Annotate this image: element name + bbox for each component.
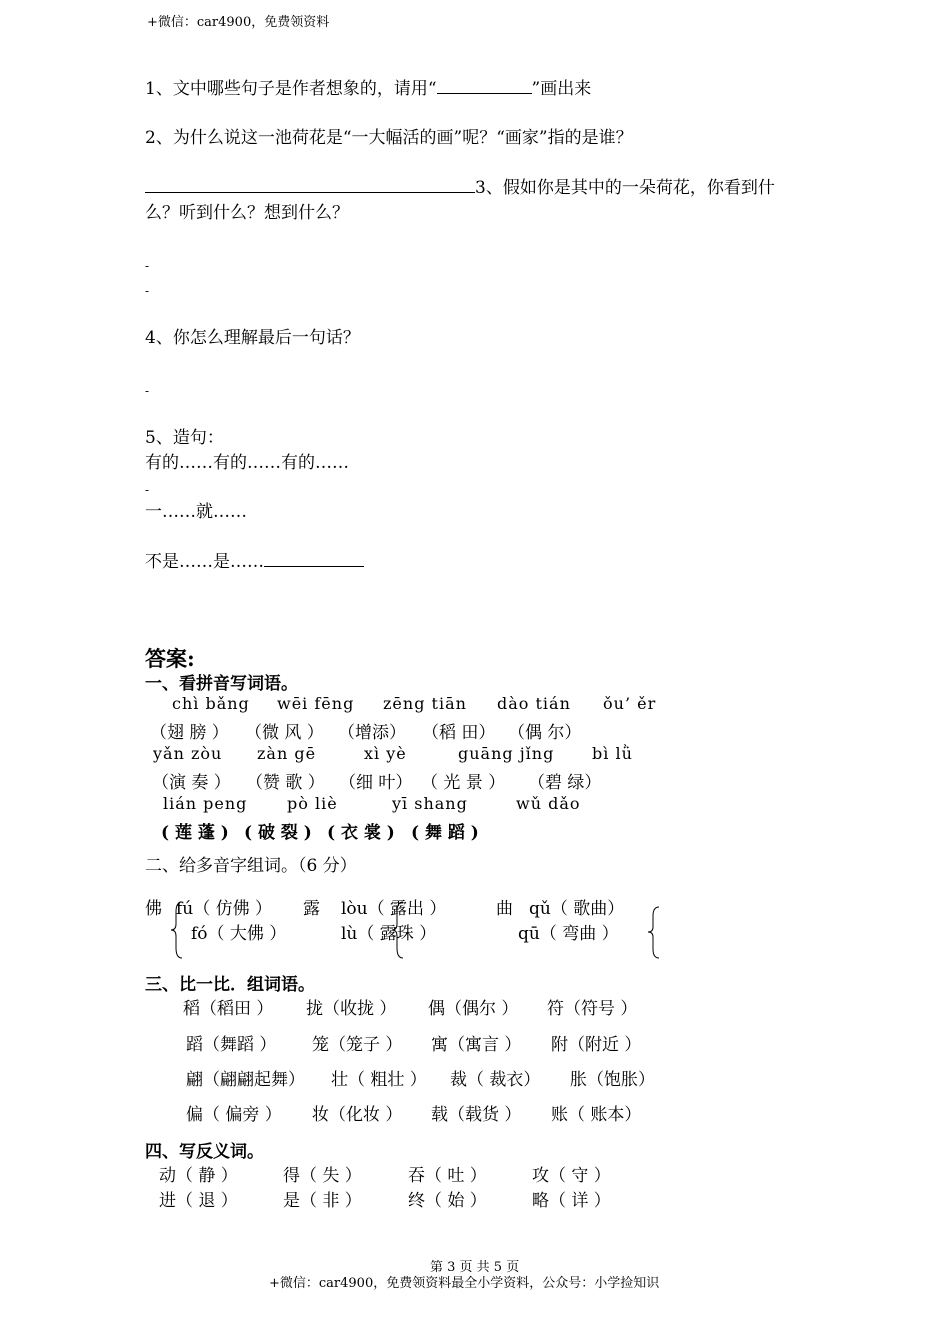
compare-item: 胀（饱胀） (570, 1070, 655, 1090)
word-item: （ 光 景 ） (421, 773, 506, 793)
section-4-title: 四、写反义词。 (145, 1142, 264, 1162)
left-brace-icon (391, 900, 405, 960)
compare-item: 笼（笼子 ） (312, 1035, 403, 1055)
question-4: 4、你怎么理解最后一句话？ (145, 328, 360, 348)
pinyin-item: wēi fēng (277, 694, 355, 713)
compare-item: 妆（化妆 ） (312, 1105, 403, 1125)
compare-item: 载（载货 ） (431, 1105, 522, 1125)
word-item: ( 破 裂 ) (244, 823, 312, 843)
polyphone-reading: fó（ 大佛 ） (191, 924, 287, 944)
word-item: （细 叶） (339, 773, 413, 793)
section-3-title: 三、比一比．组词语。 (145, 975, 315, 995)
sentence-1: 有的……有的……有的…… (145, 453, 349, 473)
question-3-line2: 么？听到什么？想到什么？ (145, 203, 349, 223)
antonym-item: 吞（ 吐 ） (408, 1166, 487, 1186)
polyphone-char: 曲 (496, 899, 513, 919)
pinyin-item: dào tián (497, 694, 571, 713)
page-number: 第 3 页 共 5 页 (430, 1260, 520, 1275)
compare-item: 账（ 账本） (551, 1105, 642, 1125)
polyphone-reading: lòu（ 露出 ） (341, 899, 447, 919)
compare-item: 偶（偶尔 ） (428, 999, 519, 1019)
antonym-item: 动（ 静 ） (159, 1166, 238, 1186)
section-2-title: 二、给多音字组词。（6 分） (145, 856, 357, 876)
sentence-2: 一……就…… (145, 502, 247, 522)
pinyin-item: chì bǎng (172, 694, 250, 713)
word-item: ( 衣 裳 ) (327, 823, 395, 843)
question-5: 5、造句： (145, 428, 224, 448)
polyphone-reading: fú（ 仿佛 ） (176, 899, 273, 919)
question-2: 2、为什么说这一池荷花是“一大幅活的画”呢？“画家”指的是谁？ (145, 128, 633, 148)
antonym-item: 进（ 退 ） (159, 1191, 238, 1211)
word-item: （赞 歌 ） (246, 773, 325, 793)
dash-mark: - (145, 284, 150, 298)
word-item: （碧 绿） (528, 773, 602, 793)
pinyin-item: wǔ dǎo (516, 794, 581, 813)
pinyin-item: yǎn zòu (153, 744, 223, 763)
sentence-3-text: 不是……是…… (145, 552, 264, 572)
left-brace-icon (170, 900, 184, 960)
pinyin-item: guāng jǐng (458, 744, 555, 763)
answer-blank-line (145, 191, 475, 193)
q3-text: 3、假如你是其中的一朵荷花，你看到什 (475, 178, 775, 198)
header-note: +微信：car4900，免费领资料 (147, 15, 330, 30)
antonym-item: 终（ 始 ） (408, 1191, 487, 1211)
word-item: （翅 膀 ） (150, 723, 229, 743)
pinyin-item: zēng tiān (383, 694, 467, 713)
dash-mark: - (145, 483, 150, 497)
compare-item: 裁（ 裁衣） (450, 1070, 541, 1090)
sentence-3 (145, 547, 364, 572)
pinyin-item: zàn gē (257, 744, 317, 763)
compare-item: 寓（寓言 ） (431, 1035, 522, 1055)
q1-text-pre: 1、文中哪些句子是作者想象的，请用“ (145, 79, 437, 99)
sentence-3-blank-line (264, 565, 364, 567)
compare-item: 附（附近 ） (551, 1035, 642, 1055)
q1-text-post: ”画出来 (531, 79, 592, 99)
polyphone-char: 露 (303, 899, 320, 919)
word-item: （微 风 ） (245, 723, 324, 743)
compare-item: 蹈（舞蹈 ） (186, 1035, 277, 1055)
dash-mark: - (145, 384, 150, 398)
word-item: ( 舞 蹈 ) (411, 823, 479, 843)
word-item: ( 莲 蓬 ) (161, 823, 229, 843)
antonym-item: 是（ 非 ） (283, 1191, 362, 1211)
compare-item: 稻（稻田 ） (183, 999, 274, 1019)
polyphone-reading: qū（ 弯曲 ） (518, 924, 619, 944)
left-brace-icon (647, 905, 661, 960)
pinyin-item: xì yè (364, 744, 407, 763)
footer-note: +微信：car4900，免费领资料最全小学资料，公众号：小学捡知识 (269, 1276, 660, 1291)
section-1-title: 一、看拼音写词语。 (145, 674, 298, 694)
antonym-item: 略（ 详 ） (532, 1191, 611, 1211)
word-item: （偶 尔） (508, 723, 582, 743)
pinyin-item: ǒu’ ěr (603, 694, 657, 713)
question-1 (145, 74, 591, 99)
question-3-line1 (145, 173, 775, 198)
polyphone-reading: lù（ 露珠 ） (341, 924, 437, 944)
pinyin-item: lián peng (163, 794, 248, 813)
word-item: （演 奏 ） (152, 773, 231, 793)
pinyin-item: pò liè (287, 794, 338, 813)
q1-blank-line (437, 92, 532, 94)
polyphone-reading: qǔ（ 歌曲） (529, 899, 625, 919)
pinyin-item: yī shang (392, 794, 468, 813)
antonym-item: 得（ 失 ） (283, 1166, 362, 1186)
word-item: （增添） (338, 723, 406, 743)
compare-item: 拢（收拢 ） (306, 999, 397, 1019)
compare-item: 偏（ 偏旁 ） (186, 1105, 282, 1125)
compare-item: 符（符号 ） (547, 999, 638, 1019)
answers-title: 答案: (145, 646, 195, 671)
antonym-item: 攻（ 守 ） (532, 1166, 611, 1186)
dash-mark: - (145, 259, 150, 273)
pinyin-item: bì lǜ (592, 744, 633, 763)
word-item: （稻 田） (422, 723, 496, 743)
compare-item: 壮（ 粗壮 ） (331, 1070, 427, 1090)
polyphone-char: 佛 (145, 899, 162, 919)
compare-item: 翩（翩翩起舞） (186, 1070, 305, 1090)
